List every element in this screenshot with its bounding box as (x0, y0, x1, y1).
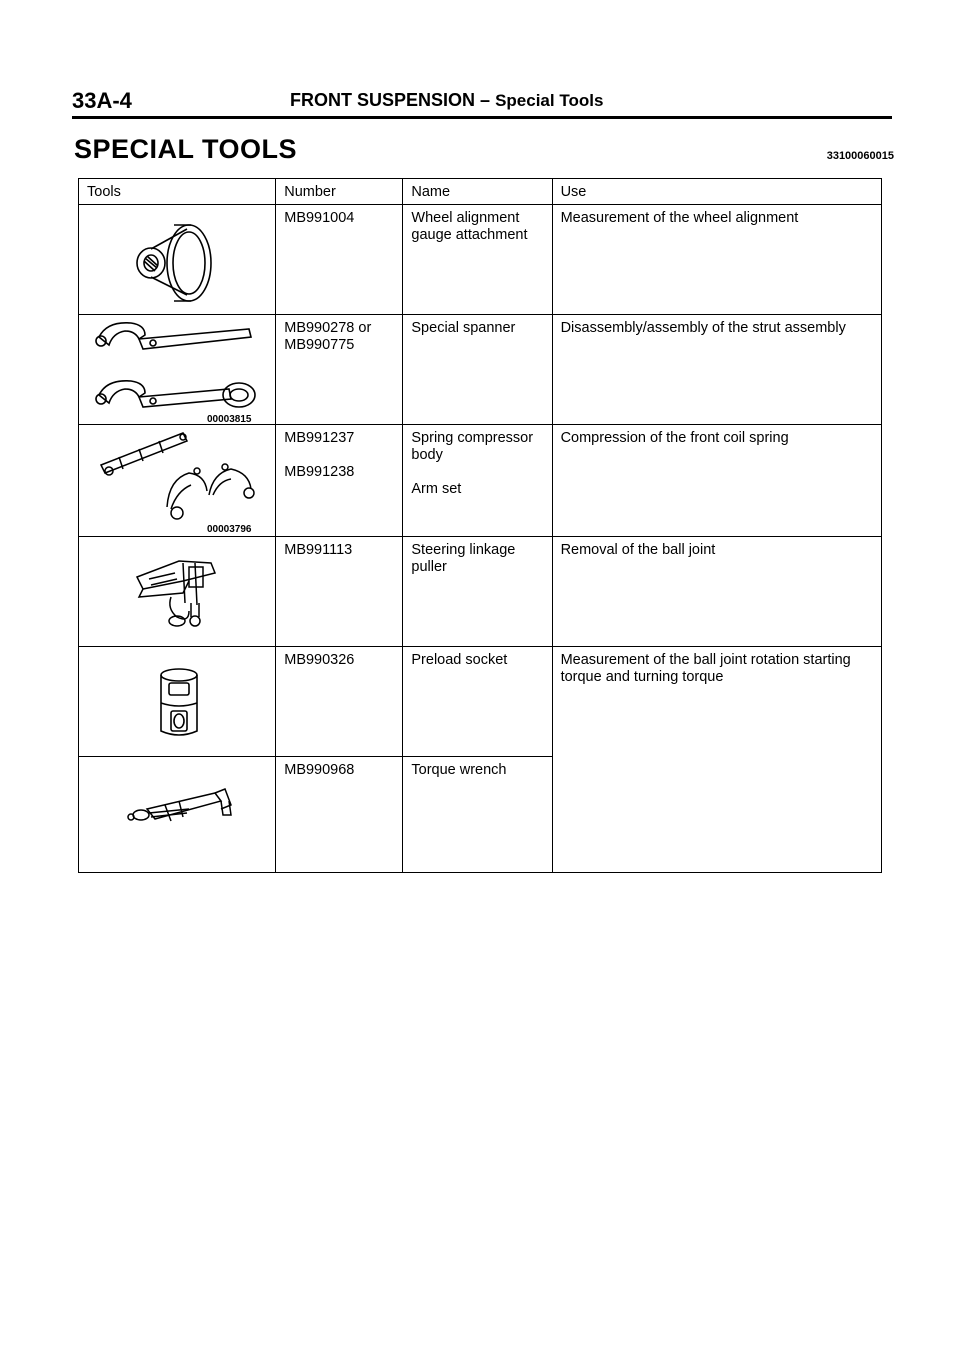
tool-image-cell (79, 425, 276, 537)
tool-number: MB990968 (284, 762, 355, 778)
figure-number: 00003796 (207, 524, 252, 535)
special-tools-table (78, 178, 882, 873)
tool-name-line: Arm set (411, 481, 462, 497)
tool-number: MB991238 (284, 464, 355, 480)
header-title-main: FRONT SUSPENSION (290, 90, 476, 110)
tool-name-cell (403, 647, 552, 757)
tool-use: Compression of the front coil spring (560, 430, 789, 446)
tool-use: Removal of the ball joint (560, 542, 716, 558)
table-row (79, 205, 882, 315)
header-rule (72, 116, 892, 119)
section-code: 33A-4 (72, 88, 132, 113)
tool-name-cell (403, 425, 552, 537)
tool-name-line: Preload socket (411, 652, 508, 668)
tool-name-line: puller (411, 559, 447, 575)
tool-image-cell (79, 647, 276, 757)
tool-name-cell (403, 757, 552, 873)
tool-name-line: gauge attachment (411, 227, 528, 243)
tool-number-cell (276, 315, 403, 425)
linkage-puller-icon (79, 537, 267, 647)
special-spanner-icon (79, 315, 267, 425)
tool-number: MB990775 (284, 337, 355, 353)
header-title (290, 90, 603, 111)
torque-wrench-icon (79, 757, 267, 873)
tool-image-cell (79, 205, 276, 315)
tool-use-cell (552, 315, 881, 425)
tool-number-cell (276, 205, 403, 315)
tool-number-cell (276, 647, 403, 757)
table-row (79, 315, 882, 425)
preload-socket-icon (79, 647, 267, 757)
tool-name-line: Steering linkage (411, 542, 516, 558)
table-row (79, 647, 882, 757)
column-header-name: Name (403, 179, 552, 205)
tool-name-line: Wheel alignment (411, 210, 520, 226)
tool-name-cell (403, 315, 552, 425)
tool-use-cell (552, 205, 881, 315)
tool-name-cell (403, 537, 552, 647)
tool-number: MB991237 (284, 430, 355, 446)
tool-number-cell (276, 757, 403, 873)
tool-name-cell (403, 205, 552, 315)
tool-number-cell (276, 425, 403, 537)
gauge-attachment-icon (79, 205, 267, 315)
tool-use: Measurement of the wheel alignment (560, 210, 799, 226)
tool-number-cell (276, 537, 403, 647)
table-header-row (79, 179, 882, 205)
tool-use-cell (552, 425, 881, 537)
column-header-number: Number (276, 179, 403, 205)
tool-number: MB991113 (284, 542, 353, 558)
tool-name-line: body (411, 447, 443, 463)
figure-number: 00003815 (207, 414, 252, 425)
table-row (79, 425, 882, 537)
tool-number: MB990278 or (284, 320, 372, 336)
tool-use: Disassembly/assembly of the strut assembly (560, 320, 846, 336)
tool-image-cell (79, 757, 276, 873)
column-header-use: Use (552, 179, 881, 205)
page-title: SPECIAL TOOLS (74, 134, 298, 164)
tool-use-cell (552, 647, 881, 873)
table-row (79, 537, 882, 647)
header-title-dash: – (480, 90, 491, 110)
tool-use: Measurement of the ball joint rotation starting (560, 652, 851, 668)
tool-name-line: Spring compressor (411, 430, 534, 446)
tool-use-cell (552, 537, 881, 647)
tool-number: MB991004 (284, 210, 355, 226)
column-header-tools: Tools (79, 179, 276, 205)
tool-name-line: Torque wrench (411, 762, 507, 778)
document-id: 33100060015 (826, 150, 894, 162)
tool-image-cell (79, 537, 276, 647)
tool-use: torque and turning torque (560, 669, 724, 685)
tool-image-cell (79, 315, 276, 425)
tool-number: MB990326 (284, 652, 355, 668)
tool-name-line: Special spanner (411, 320, 516, 336)
header-title-sub: Special Tools (495, 91, 604, 110)
